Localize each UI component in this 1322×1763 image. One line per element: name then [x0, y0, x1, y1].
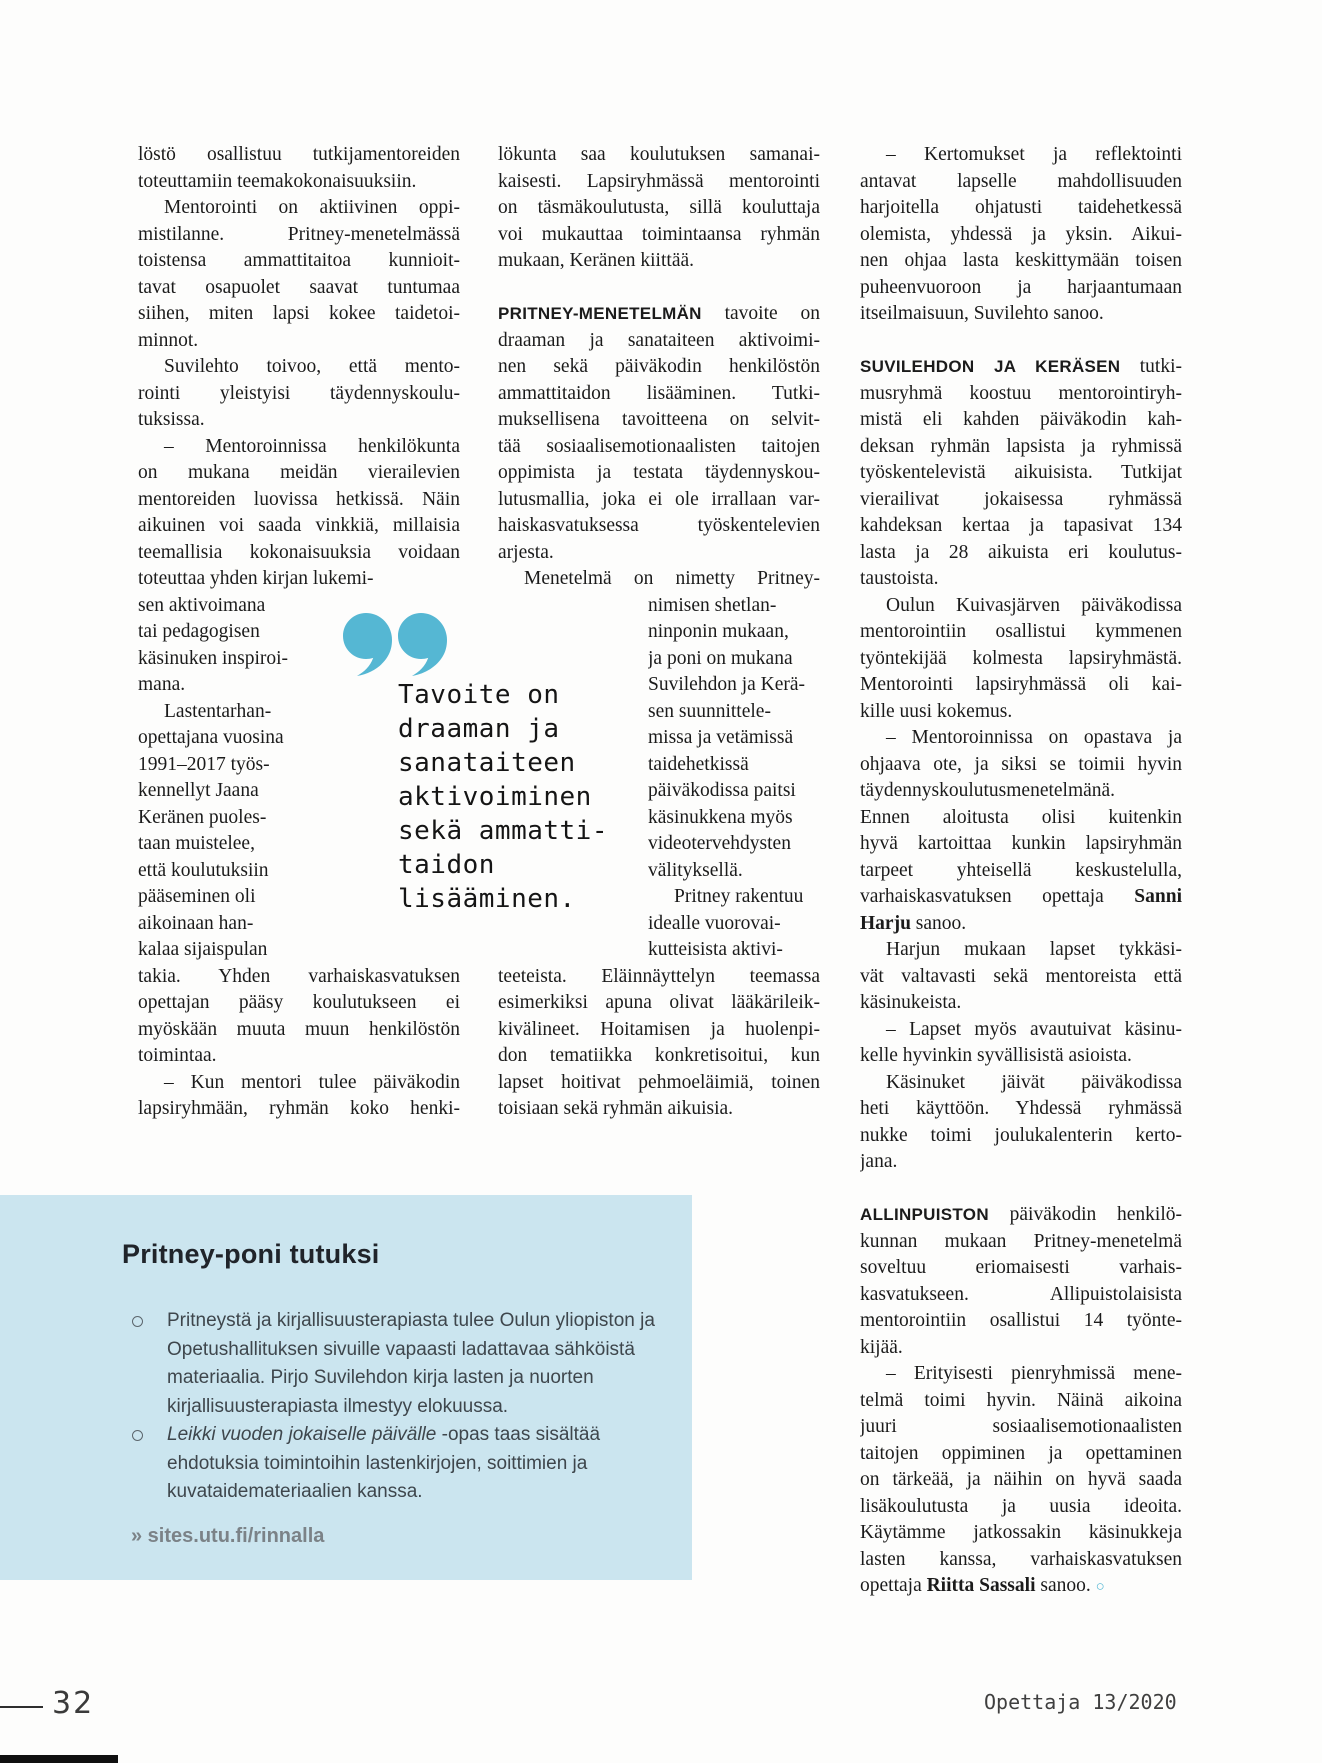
text-line: Suvilehdon ja Kerä- — [648, 674, 806, 695]
text-line: nen sekä päiväkodin henkilöstön — [498, 356, 820, 377]
text-line: takia. Yhden varhaiskasvatuksen — [138, 965, 460, 987]
bullet-text — [167, 1421, 675, 1507]
info-box-bullet — [130, 1307, 675, 1421]
text-line: taidehetkissä — [648, 753, 749, 775]
text-line: mentoreiden luovissa hetkissä. Näin — [138, 488, 460, 510]
text-line: ammattitaidon lisääminen. Tutki- — [498, 382, 820, 404]
text-line: Oulun Kuivasjärven päiväkodissa — [886, 594, 1182, 616]
info-box-list — [130, 1307, 675, 1507]
text-line — [498, 301, 820, 328]
text-line: – Kun mentori tulee päiväkodin — [164, 1071, 460, 1093]
text-line: antavat lapselle mahdollisuuden — [860, 170, 1182, 192]
text-line: lisäkoulutusta ja uusia ideoita. — [860, 1495, 1182, 1517]
text-line: ohjaava ote, ja siksi se toimii hyvin — [860, 753, 1182, 775]
text-line: lasten kanssa, varhaiskasvatuksen — [860, 1548, 1182, 1570]
text-line: idealle vuorovai- — [648, 912, 781, 934]
text-line: Suvilehto toivoo, että mento- — [164, 356, 460, 377]
text-line: tarpeet yhteisellä keskustelulla, — [860, 859, 1182, 881]
text-line: Lastentarhan- — [164, 700, 272, 722]
pull-quote-line: taidon — [398, 850, 495, 880]
info-box-link[interactable]: » sites.utu.fi/rinnalla — [131, 1525, 325, 1547]
text-line: esimerkiksi apuna olivat lääkärileik- — [498, 992, 820, 1013]
text-line: hyvä kartoittaa kunkin lapsiryhmän — [860, 833, 1182, 854]
text-span: tavoite on — [701, 303, 820, 324]
text-line: opettajana vuosina — [138, 727, 284, 748]
text-line: Menetelmä on nimetty Pritney- — [524, 568, 820, 589]
text-line: opettajan pääsy koulutukseen ei — [138, 992, 460, 1013]
page-number: 32 — [52, 1686, 95, 1721]
text-line: taustoista. — [860, 568, 939, 589]
text-line: käsinukkena myös — [648, 806, 793, 828]
text-line: välityksellä. — [648, 859, 743, 881]
text-line: löstö osallistuu tutkijamentoreiden — [138, 144, 460, 165]
text-line: toteuttamiin teemakokonaisuuksiin. — [138, 170, 417, 192]
text-line: taan muistelee, — [138, 833, 255, 854]
info-box-title: Pritney-poni tutuksi — [122, 1239, 380, 1269]
text-line: täydennyskoulutusmenetelmänä. — [860, 780, 1116, 801]
text-line: oppimista ja testata täydennyskou- — [498, 462, 820, 483]
text-line: että koulutuksiin — [138, 859, 269, 881]
text-line: myöskään muuta muun henkilöstön — [138, 1018, 460, 1040]
text-line: Mentorointi on aktiivinen oppi- — [164, 197, 460, 218]
pull-quote-text — [398, 678, 608, 916]
text-line: deksan ryhmän lapsista ja ryhmissä — [860, 435, 1182, 457]
text-line: – Lapset myös avautuivat käsinu- — [886, 1018, 1182, 1040]
text-line: – Erityisesti pienryhmissä mene- — [886, 1363, 1182, 1384]
text-line: mukaan, Keränen kiittää. — [498, 250, 694, 271]
text-line: pääseminen oli — [138, 886, 256, 907]
text-line: telmä toimi hyvin. Näinä aikoina — [860, 1389, 1182, 1411]
bold-name: Riitta Sassali — [926, 1575, 1036, 1596]
pull-quote-line: lisääminen. — [398, 884, 576, 914]
pull-quote-line: aktivoiminen — [398, 782, 592, 812]
text-line: Keränen puoles- — [138, 806, 267, 828]
bold-leadin: PRITNEY-MENETELMÄN — [498, 304, 702, 323]
text-line: musryhmä koostuu mentorointiryh- — [860, 382, 1182, 404]
text-line: teeteista. Eläinnäyttelyn teemassa — [498, 965, 820, 987]
italic-title: Leikki vuoden jokaiselle päivälle — [167, 1424, 437, 1445]
issue-label: Opettaja 13/2020 — [984, 1690, 1177, 1714]
text-line: ja poni on mukana — [648, 647, 793, 669]
text-line: 1991–2017 työs- — [138, 753, 270, 775]
bullet-text — [167, 1307, 675, 1421]
bold-leadin: ALLINPUISTON — [860, 1205, 989, 1224]
text-line: käsinuken inspiroi- — [138, 647, 289, 669]
pull-quote-line: sanataiteen — [398, 748, 576, 778]
text-line — [860, 1202, 1182, 1229]
text-line: mentorointiin osallistui 14 työnte- — [860, 1310, 1182, 1331]
text-line: muksellisena tavoitteena on selvit- — [498, 409, 820, 430]
text-line: kasvatukseen. Allipuistolaisista — [860, 1283, 1182, 1305]
text-line: kahdeksan kertaa ja tapasivat 134 — [860, 515, 1182, 536]
text-line: toteuttaa yhden kirjan lukemi- — [138, 568, 374, 589]
text-line: kalaa sijaispulan — [138, 939, 268, 960]
text-line: lutusmallia, joka ei ole irrallaan var- — [498, 488, 820, 510]
text-line: – Mentoroinnissa henkilökunta — [164, 435, 460, 457]
text-line: on mukana meidän vierailevien — [138, 462, 460, 483]
text-line: minnot. — [138, 329, 199, 351]
info-box-bullet — [130, 1421, 675, 1507]
text-line: itseilmaisuun, Suvilehto sanoo. — [860, 303, 1104, 324]
text-line: aikuinen voi saada vinkkiä, millaisia — [138, 515, 460, 536]
text-line: kille uusi kokemus. — [860, 700, 1013, 722]
text-line — [860, 884, 1182, 911]
text-line: taitojen oppiminen ja opettaminen — [860, 1442, 1182, 1464]
text-line: olemista, yhdessä ja yksin. Aikui- — [860, 223, 1182, 245]
text-line: tuksissa. — [138, 409, 205, 430]
text-line: siihen, miten lapsi kokee taidetoi- — [138, 303, 460, 324]
text-line: kivälineet. Hoitamisen ja huolenpi- — [498, 1018, 820, 1040]
text-line: sen suunnittele- — [648, 700, 771, 722]
text-line: Harjun mukaan lapset tykkäsi- — [886, 939, 1182, 960]
text-line: kutteisista aktivi- — [648, 939, 783, 960]
text-line: vierailivat jokaisessa ryhmässä — [860, 488, 1182, 510]
bullet-circle-icon — [132, 1430, 143, 1441]
text-line: videotervehdysten — [648, 833, 791, 854]
text-line: tää sosiaalisemotionaalisten taitojen — [498, 435, 820, 457]
text-line: kijää. — [860, 1336, 903, 1358]
text-line: harjoitella ohjatusti taidehetkessä — [860, 197, 1182, 218]
text-line: missa ja vetämissä — [648, 727, 794, 748]
text-line: puheenvuoroon ja harjaantumaan — [860, 276, 1182, 298]
article-column-right — [860, 142, 1182, 1600]
quote-mark-icon — [343, 613, 447, 682]
text-line: jana. — [860, 1151, 898, 1172]
bold-name: Sanni — [1134, 886, 1182, 907]
text-line: – Kertomukset ja reflektointi — [886, 144, 1182, 165]
text-line: teemallisia kokonaisuuksia voidaan — [138, 541, 460, 563]
bold-leadin: SUVILEHDON JA KERÄSEN — [860, 357, 1121, 376]
text-line: ninponin mukaan, — [648, 621, 789, 642]
text-line: toistensa ammattitaitoa kunnioit- — [138, 250, 460, 271]
footer-rule — [0, 1706, 43, 1708]
bullet-circle-icon — [132, 1316, 143, 1327]
page-bleed-bar — [0, 1755, 118, 1763]
text-line: mistilanne. Pritney-menetelmässä — [138, 223, 460, 245]
text-line: työntekijää kolmesta lapsiryhmästä. — [860, 647, 1182, 669]
text-line: Käsinuket jäivät päiväkodissa — [886, 1071, 1182, 1093]
text-line: Pritney rakentuu — [674, 886, 804, 907]
text-span: sanoo. — [910, 912, 967, 934]
text-line: soveltuu eriomaisesti varhais- — [860, 1257, 1182, 1278]
text-line: kaisesti. Lapsiryhmässä mentorointi — [498, 170, 820, 192]
text-line: juuri sosiaalisemotionaalisten — [860, 1416, 1182, 1437]
text-line: mana. — [138, 674, 186, 695]
text-line: tavat osapuolet saavat tuntumaa — [138, 276, 460, 298]
bold-name: Harju — [860, 912, 911, 934]
text-line: toimintaa. — [138, 1045, 217, 1066]
text-line: lapset hoitivat pehmoeläimiä, toinen — [498, 1071, 820, 1093]
text-line — [860, 354, 1182, 381]
text-line: toisiaan sekä ryhmän aikuisia. — [498, 1098, 734, 1119]
text-span: päiväkodin henkilö- — [988, 1204, 1182, 1225]
text-line: Käytämme jatkossakin käsinukkeja — [860, 1522, 1182, 1543]
pull-quote-line: Tavoite on — [398, 680, 560, 710]
text-line: käsinukeista. — [860, 992, 962, 1013]
text-line: – Mentoroinnissa on opastava ja — [886, 727, 1182, 748]
text-line: rointi yleistyisi täydennyskoulu- — [138, 382, 460, 404]
text-span: tutki- — [1120, 356, 1182, 377]
text-line: Mentorointi lapsiryhmässä oli kai- — [860, 674, 1182, 695]
pull-quote-line: draaman ja — [398, 714, 560, 744]
text-line: sen aktivoimana — [138, 594, 266, 616]
text-line: kelle hyvinkin syvällisistä asioista. — [860, 1045, 1132, 1066]
text-line: don tematiikka konkretisoitui, kun — [498, 1045, 820, 1066]
text-line: heti käyttöön. Yhdessä ryhmässä — [860, 1098, 1182, 1119]
text-line: on täsmäkoulutusta, sillä kouluttaja — [498, 197, 820, 218]
text-line: mistä eli kahden päiväkodin kah- — [860, 409, 1182, 430]
text-line: vät valtavasti sekä mentoreista että — [860, 965, 1182, 987]
text-line: työskentelevistä aikuisista. Tutkijat — [860, 462, 1182, 483]
text-line: nen ohjaa lasta keskittymään toisen — [860, 250, 1182, 271]
article-column-middle — [498, 142, 820, 1123]
pull-quote-line: sekä ammatti- — [398, 816, 608, 846]
text-line: arjesta. — [498, 541, 554, 563]
text-line: lökunta saa koulutuksen samanai- — [498, 144, 820, 165]
text-line — [860, 1573, 1182, 1600]
text-line: Ennen aloitusta olisi kuitenkin — [860, 806, 1182, 828]
info-box — [0, 1195, 692, 1580]
text-line: nukke toimi joulukalenterin kerto- — [860, 1124, 1182, 1146]
text-span: varhaiskasvatuksen opettaja — [860, 886, 1135, 907]
text-line: kennellyt Jaana — [138, 780, 259, 801]
text-line: päiväkodissa paitsi — [648, 780, 796, 801]
text-span: opettaja — [860, 1575, 927, 1596]
text-span: -opas taas sisältää ehdotuksia toimintoihin lastenkirjojen, soittimien ja kuvataidemateriaalien kanssa. — [167, 1424, 601, 1502]
text-span: Pritneystä ja kirjallisuusterapiasta tulee Oulun yliopiston ja Opetushallituksen sivuille vapaasti ladattavaa sähköistä materiaalia. Pirjo Suvilehdon kirja lasten ja nuorten kirjallisuusterapiasta ilmestyy elokuussa. — [167, 1310, 655, 1417]
text-line: voi mukauttaa toimintaansa ryhmän — [498, 223, 820, 245]
text-line: aikoinaan han- — [138, 912, 254, 934]
text-line: lasta ja 28 aikuista eri koulutus- — [860, 541, 1182, 563]
text-line: on tärkeää, ja näihin on hyvä saada — [860, 1469, 1182, 1490]
text-line: draaman ja sanataiteen aktivoimi- — [498, 329, 820, 351]
text-line: nimisen shetlan- — [648, 594, 777, 616]
text-line: lapsiryhmään, ryhmän koko henki- — [138, 1098, 460, 1119]
text-span: sanoo. — [1035, 1575, 1096, 1596]
text-line: mentorointiin osallistui kymmenen — [860, 621, 1182, 642]
text-line — [860, 911, 1182, 938]
text-line: haiskasvatuksessa työskentelevien — [498, 515, 820, 536]
end-mark-icon: ○ — [1095, 1579, 1105, 1595]
text-line: kunnan mukaan Pritney-menetelmä — [860, 1230, 1182, 1252]
text-line: tai pedagogisen — [138, 621, 260, 642]
